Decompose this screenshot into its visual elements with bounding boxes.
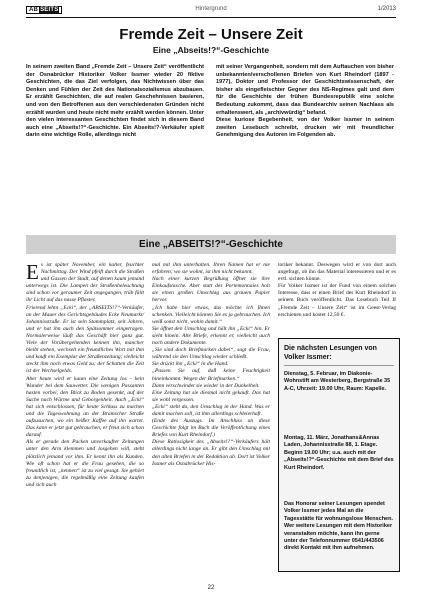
intro-right-column: mit seiner Vergangenheit, sondern mit dem Auftauchen von bisher unbekannten/verschollenen Briefen von Kurt Rheindorf (1897 - 1977), Doktor und Professor der Geschichtswissenschaft, der bisher als eingefleischter Gegner des NS-Regimes galt und dem für die Geschichte der frühen Bundesrepublik eine solche Bedeutung zukommt, dass das Bundearchiv seinen Nachlass als erhaltenswert, als „archivwürdig“ befand. Diese kuriose Begebenheit, von der Volker Issmer in seinem zweiten Lesebuch schreibt, drucken wir mit freundlicher Genehmigung des Autoren im Folgenden ab. <box>216 64 394 139</box>
issue-number: 1/2013 <box>377 6 396 12</box>
drop-cap: E <box>26 260 39 284</box>
reading-event-1: Dienstag, 5. Februar, im Diakonie-Wohnstift am Westerberg, Bergstraße 35 A-C, Uhrzeit: 19.00 Uhr, Raum: Kapelle. <box>284 371 391 392</box>
readings-box <box>278 338 400 572</box>
reading-event-2: Montag, 11. März, Jonathans&Annas Laden, Johannisstraße 88, 1. Etage. Beginn 19.00 Uhr; u.a. auch mit der „Abseits!?“-Geschichte mit dem Brief des Kurt Rheindorf. <box>284 435 394 471</box>
story-column-3-text: toriker bekannt. Deswegen wird er von dort auch angefragt, ob ihn das Material interessieren und er es evtl. sichten könne. Für Volker Issmer ist der Fund von einem solchen Interesse, dass er einen Brief des Kurt Rheindorf in seinem Buch veröffentlicht. Das Lesebuch Teil II „Fremde Zeit – Unsere Zeit“ ist im Geest-Verlag erschienen und kostet 12,50 €. <box>278 262 396 318</box>
page-number: 22 <box>207 585 215 591</box>
readings-title: Die nächsten Lesungen von Volker Issmer: <box>284 345 377 361</box>
story-title: Eine „ABSEITS!?“-Geschichte <box>139 239 283 250</box>
reading-event-3: Das Honorar seiner Lesungen spendet Volker Issmer jedes Mal an die Tagesstätte für wohnungslose Menschen. Wer weitere Lesungen mit dem Historiker veranstalten möchte, kann ihn gerne unter der Telefonnummer 0541/443506 direkt Kontakt mit ihm aufnehmen. <box>284 501 393 552</box>
story-column-1 <box>26 262 144 489</box>
header-rule <box>26 17 396 18</box>
magazine-logo: AB SEITS <box>26 6 62 14</box>
story-column-2 <box>152 262 270 468</box>
article-subtitle: Eine „Abseits!?“-Geschichte <box>152 45 270 55</box>
story-column-1-text: s ist später November, ein kalter, feuchter Nachmittag. Der Wind pfeift durch die Straßen und Gassen der Stadt, auf denen kaum jemand unterwegs ist. Die Lampen der Straßenbeleuchtung sind schon vor geraumer Zeit angegangen, trüb fällt ihr Licht auf das nasse Pflaster. Frierend lehnt „Ecki“, der „ABSEITS!?“-Verkäufer, an der Mauer des Gerichtsgebäudes Ecke Neumarkt/ Johannisstraße. Er ist sein Stammplatz, seit Jahren, und er hat ihn auch den Spätsommer eingetragen. Normalerweise läuft das Geschäft hier ganz gut. Viele der Vorübergehenden kennen ihn, mancher bleibt stehen, wechselt ein freundliches Wort mit ihm und kauft ein Exemplar der Straßenzeitung; vielleicht steckt ihm noch etwas Geld zu; der Schatten die Zeit ist der Wechselgelds. Aber heute wird er kaum eine Zeitung los – kein Wunder bei dem Sauwetter. Die wenigen Passanten hasten vorbei, den Blick zu Boden gesenkt, auf der Suche nach Wärme und Geborgenheit. Auch „Ecki“ hat sich entschlossen, für heute Schluss zu machen und die Tageswohnung an der Bramscher Straße aufzusuchen, wo ein heißer Kaffee auf ihn wartet. Das kann er jetzt gut gebrauchen, er freut sich schon darauf. Als er gerade den Packen unverkaufter Zeitungen unter den Arm klemmen und losgehen will, steht plötzlich jemand vor ihm. Er kennt ihn als Kunden. Wie oft schon hat er die Frau gesehen, die so freundlich ist, „kennen“ ist zu viel gesagt. Sie gehört zu denjenigen, die regelmäßig eine Zeitung kaufen und sich auch <box>26 262 144 488</box>
story-column-2-text: mal mit ihm unterhalten. Ihren Namen hat er nie erfahren; wo sie wohnt, ist ihm nicht bekannt. Nach einer kurzen Begrüßung öffnet sie ihre Einkaufstasche. Aber statt des Portemonnaies holt sie einen großen Umschlag aus grauem Papier hervor. „Ich habe hier etwas, das möchte ich Ihnen schenken. Vielleicht können Sie es ja gebrauchen. Ich weiß sonst nicht, wohin damit.“ Sie öffnet den Umschlag und hält ihn „Ecki“ hin. Er sieht hinein. Alte Briefe, erkennt er, vielleicht auch noch andere Dokumente. „Sie sind doch Briefmarken dabei“, sagt die Frau, während sie den Umschlag wieder schließt. Sie drückt ihn „Ecki“ in die Hand. „Passen Sie auf, daß keine Feuchtigkeit hineinkommt. Wegen der Briefmarken.“ Dann verschwindet sie wieder in der Dunkelheit. Eine Zeitung hat sie diesmal nicht gekauft. Das hat sie wohl vergessen. „Ecki“ steht da, den Umschlag in der Hand. Was er damit machen soll, ist ihm allerdings schleierhaft. (Ende des Auszugs. Im Anschluss an diese Geschichte folgt im Buch die Veröffentlichung eines Briefes von Kurt Rheindorf.) Diese Ratlosigkeit des „Abseits!?“-Verkäufers hält allerdings nicht lange an. Er gibt den Umschlag mit den alten Briefen in der Redaktion ab. Dort ist Volker Issmer als Osnabrücker His- <box>152 262 270 467</box>
article-title: Fremde Zeit – Unsere Zeit <box>119 26 303 43</box>
section-label: Hintergrund <box>195 6 227 12</box>
intro-left-column: In seinem zweiten Band „Fremde Zeit – Unsere Zeit“ veröffentlicht der Osnabrücker Historiker Volker Issmer wieder 20 fiktive Geschichten, die das Ziel verfolgen, das Nichtwissen über das Denken und Fühlen der Zeit des Nationalsozialismus abzubauen. Er erzählt Geschichten, die auf realen Geschehnissen basieren, und von den Betroffenen aus den verschiedensten Gründen nicht erzählt wurden und heute nicht mehr erzählt werden können. Unter den vielen interessanten Geschichten findet sich in diesem Band auch eine „Abseits!?“-Geschichte. Ein Abseits!?-Verkäufer spielt darin eine wichtige Rolle, allerdings nicht <box>26 64 204 139</box>
story-column-3 <box>278 262 396 319</box>
readings-divider <box>284 365 394 366</box>
